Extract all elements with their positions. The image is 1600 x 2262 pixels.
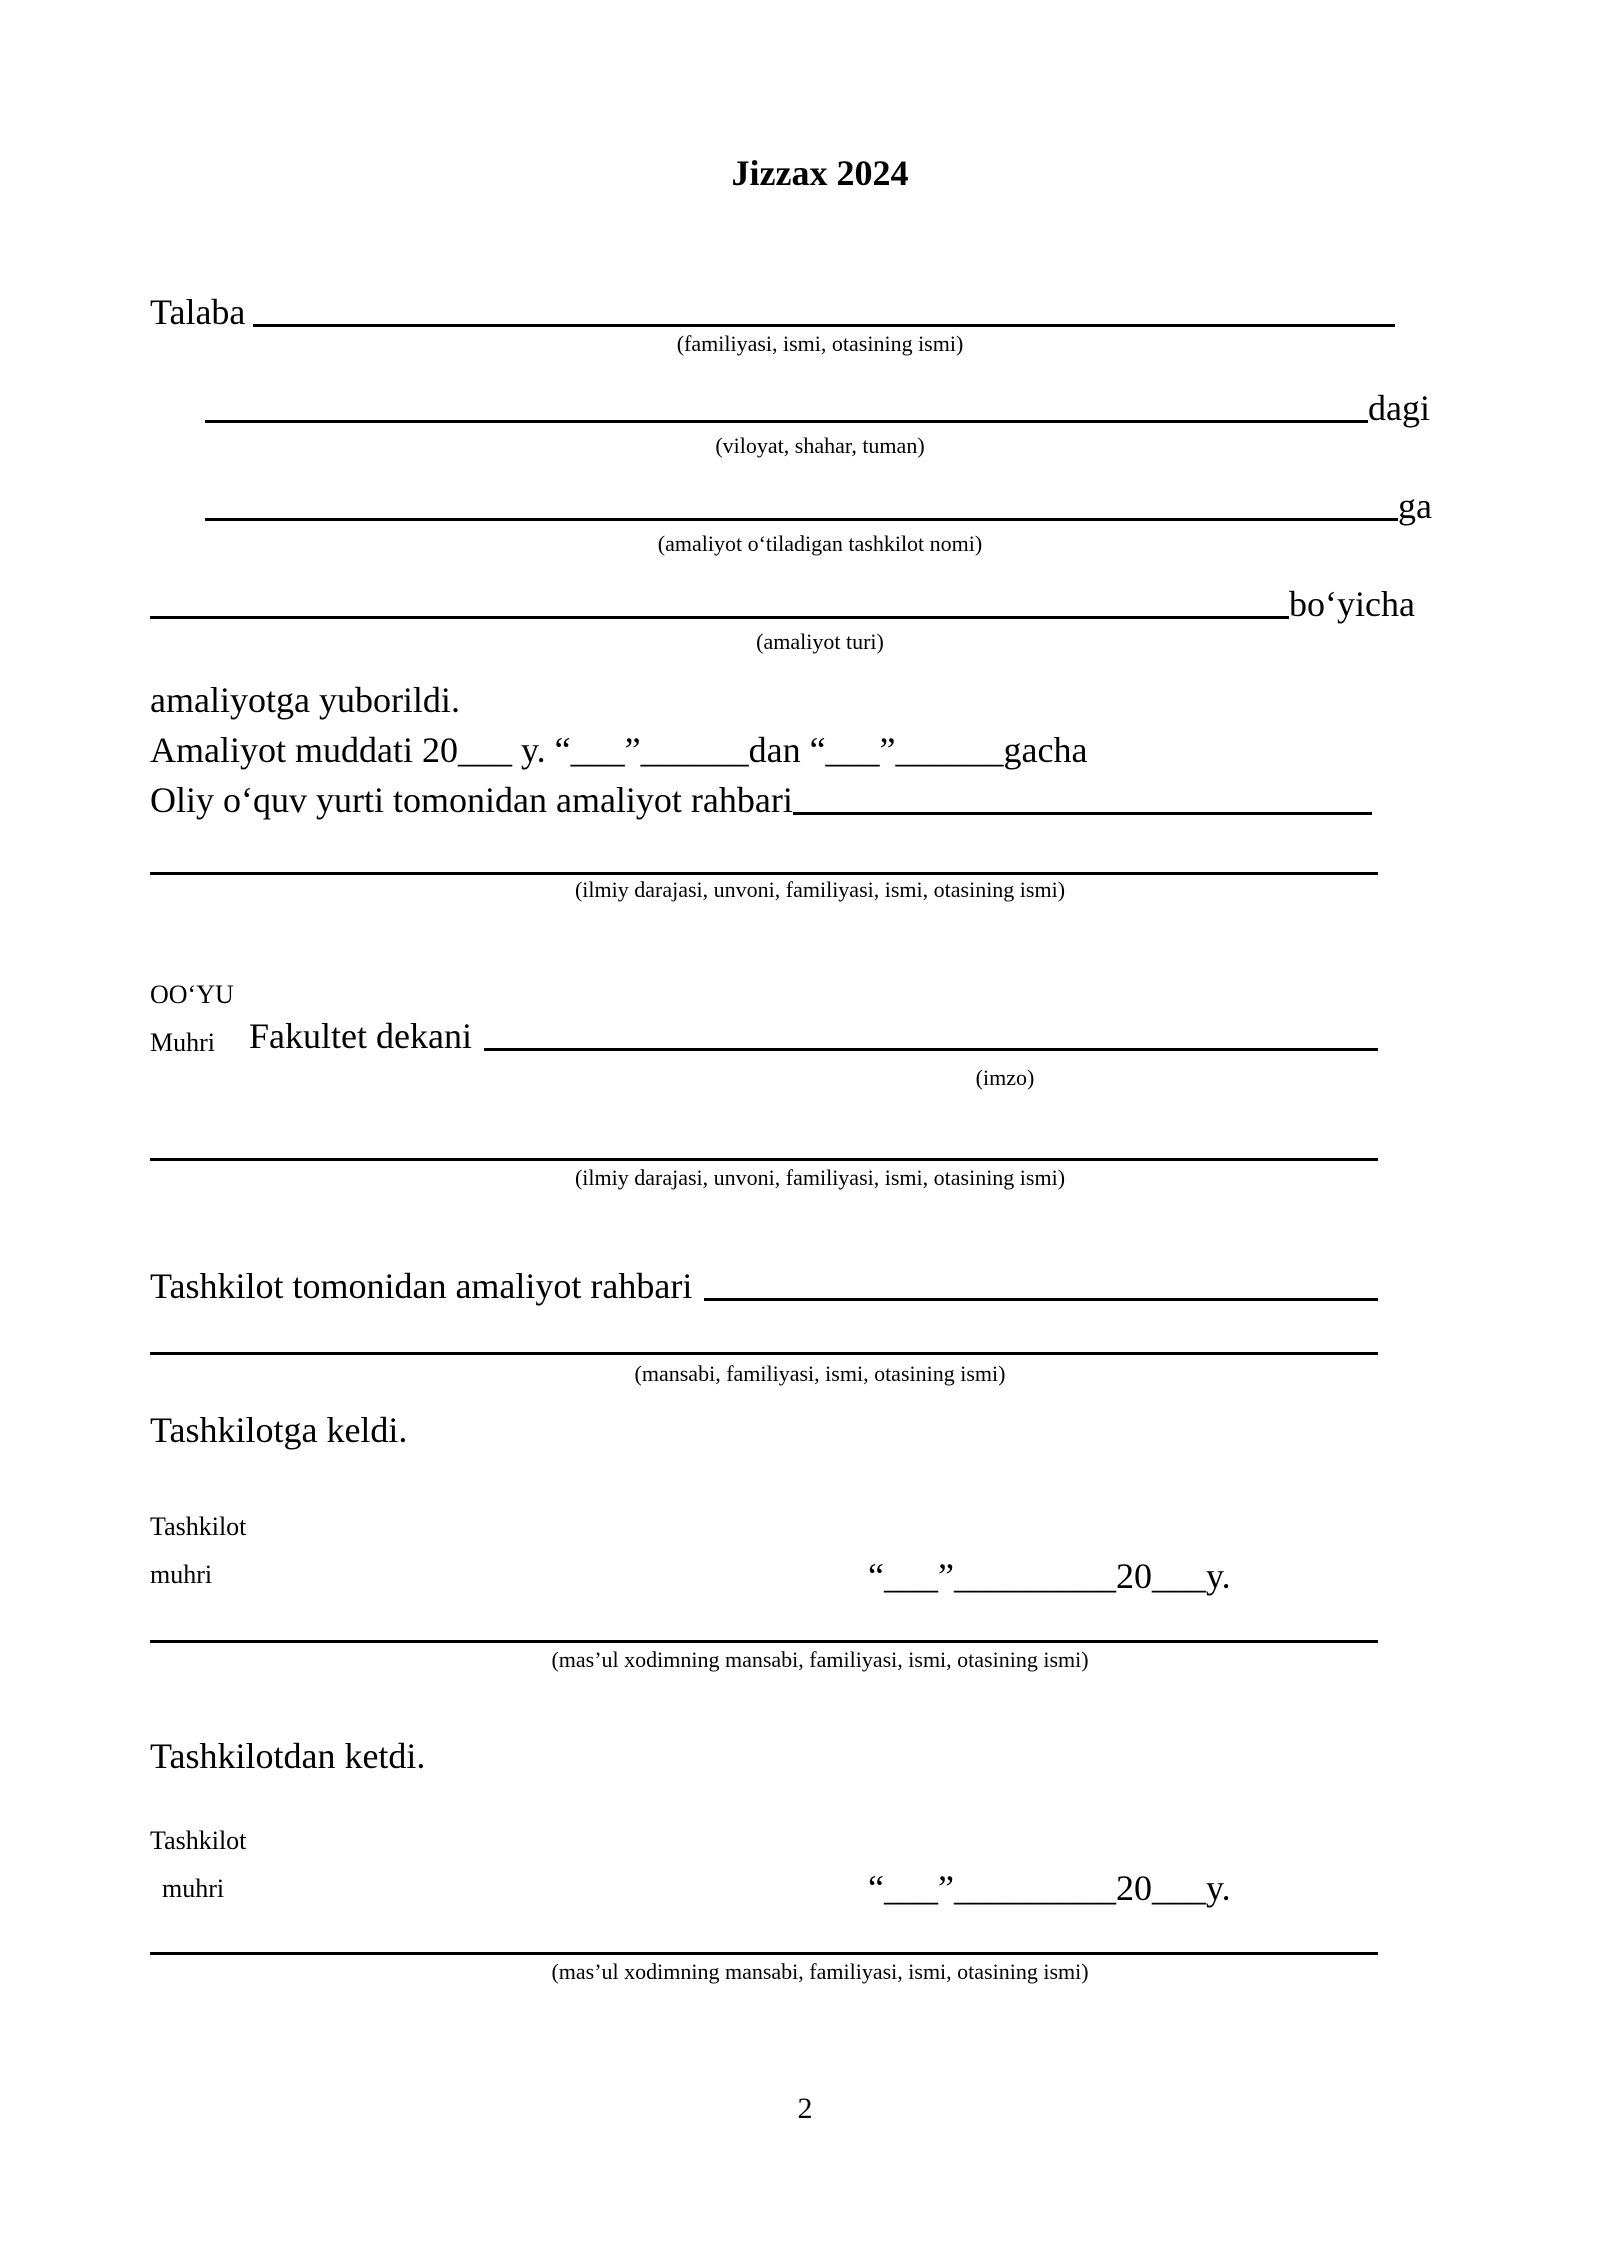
dean-name-line <box>150 1158 1378 1161</box>
university-supervisor-label: Oliy o‘quv yurti tomonidan amaliyot rahbari <box>150 780 793 820</box>
location-suffix: dagi <box>1368 388 1430 428</box>
university-stamp-label: Muhri <box>150 1027 215 1057</box>
org-supervisor-name-line <box>150 1352 1378 1355</box>
location-line <box>205 420 1368 423</box>
signature-caption: (imzo) <box>975 1065 1035 1090</box>
departure-responsible-line <box>150 1952 1378 1955</box>
organization-line <box>205 518 1398 521</box>
arrival-stamp-label: Tashkilot <box>150 1512 247 1541</box>
org-supervisor-name-caption: (mansabi, familiyasi, ismi, otasining ismi) <box>634 1361 1006 1386</box>
arrival-responsible-caption: (mas’ul xodimning mansabi, familiyasi, ismi, otasining ismi) <box>551 1647 1089 1672</box>
dean-label: Fakultet dekani <box>249 1016 472 1056</box>
org-supervisor-label: Tashkilot tomonidan amaliyot rahbari <box>150 1266 693 1306</box>
student-name-caption: (familiyasi, ismi, otasining ismi) <box>676 331 964 356</box>
ooyu-label: OO‘YU <box>150 980 234 1009</box>
arrived-statement: Tashkilotga keldi. <box>150 1410 408 1450</box>
university-supervisor-name-caption: (ilmiy darajasi, unvoni, familiyasi, ismi, otasining ismi) <box>574 877 1066 902</box>
org-supervisor-line <box>704 1298 1378 1301</box>
sent-statement: amaliyotga yuborildi. <box>150 680 460 720</box>
organization-suffix: ga <box>1398 486 1432 526</box>
location-caption: (viloyat, shahar, tuman) <box>715 433 925 458</box>
arrival-responsible-line <box>150 1640 1378 1643</box>
dean-signature-line <box>484 1048 1378 1051</box>
departure-responsible-caption: (mas’ul xodimning mansabi, familiyasi, ismi, otasining ismi) <box>551 1959 1089 1984</box>
student-name-line <box>253 324 1395 327</box>
departure-stamp-label: Tashkilot <box>150 1826 247 1855</box>
student-label: Talaba <box>150 292 246 332</box>
arrival-stamp-muhri-label: muhri <box>150 1560 213 1589</box>
dean-name-caption: (ilmiy darajasi, unvoni, familiyasi, ismi, otasining ismi) <box>574 1165 1066 1190</box>
departure-date-placeholder: “___”_________20___y. <box>868 1868 1231 1908</box>
organization-caption: (amaliyot o‘tiladigan tashkilot nomi) <box>657 531 983 556</box>
university-supervisor-line <box>793 812 1372 815</box>
page-number: 2 <box>797 2092 813 2125</box>
arrival-date-placeholder: “___”_________20___y. <box>868 1556 1231 1596</box>
departed-statement: Tashkilotdan ketdi. <box>150 1736 426 1776</box>
duration-statement: Amaliyot muddati 20___ y. “___”______dan “___”______gacha <box>150 730 1088 770</box>
practice-type-suffix: bo‘yicha <box>1289 584 1415 624</box>
practice-type-caption: (amaliyot turi) <box>756 629 884 654</box>
university-supervisor-name-line <box>150 872 1378 875</box>
departure-stamp-muhri-label: muhri <box>162 1874 225 1903</box>
practice-type-line <box>150 616 1289 619</box>
document-title: Jizzax 2024 <box>731 153 909 193</box>
